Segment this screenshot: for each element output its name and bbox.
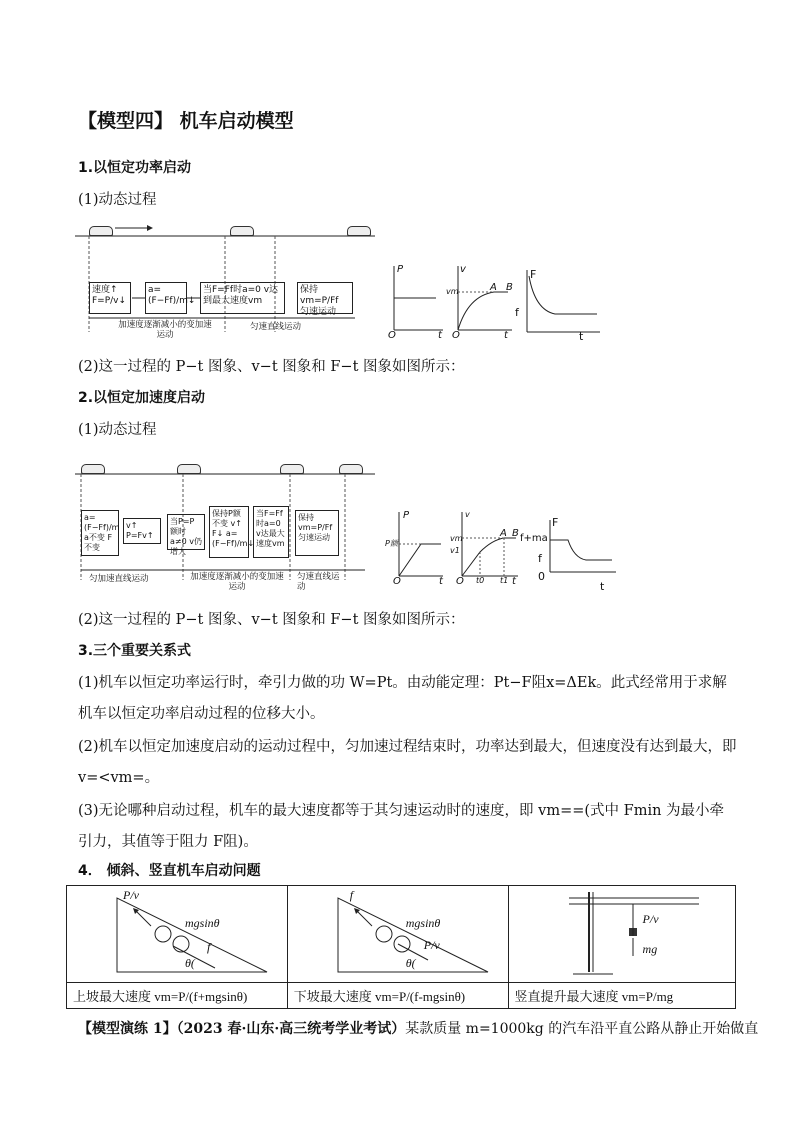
flow-box: v↑ P=Fv↑ xyxy=(123,518,161,544)
section3-p2: (2)机车以恒定加速度启动的运动过程中，匀加速过程结束时，功率达到最大，但速度没有达到最大，即 v=<vm=。 xyxy=(78,739,737,786)
vertical-caption: 竖直提升最大速度 vm=P/mg xyxy=(508,983,735,1009)
section3-p1: (1)机车以恒定功率运行时，牵引力做的功 W=Pt。由动能定理：Pt−F阻x=ΔEk。此式经常用于求解机车以恒定功率启动过程的位移大小。 xyxy=(78,675,727,722)
flow-box: a=(F−Ff)/m a不变 F不变 xyxy=(81,510,119,556)
incline-table xyxy=(66,885,736,1009)
uphill-caption: 上坡最大速度 vm=P/(f+mgsinθ) xyxy=(67,983,288,1009)
p-t-graph: P O t xyxy=(388,264,442,341)
section2-heading: 2.以恒定加速度启动 xyxy=(78,390,206,406)
car-icon xyxy=(339,464,363,474)
car-icon xyxy=(347,226,371,236)
flow-box: 速度↑ F=P/v↓ xyxy=(89,282,131,314)
practice-line xyxy=(78,1018,759,1038)
practice-text: 某款质量 m=1000kg 的汽车沿平直公路从静止开始做直 xyxy=(405,1021,759,1037)
flow-label: 匀速直线运动 xyxy=(250,322,302,332)
downhill-figure-cell: f mgsinθ θ( P/v xyxy=(287,886,508,983)
downhill-caption: 下坡最大速度 vm=P/(f-mgsinθ) xyxy=(287,983,508,1009)
car-icon xyxy=(280,464,304,474)
uphill-figure-cell: P/v mgsinθ θ( f xyxy=(67,886,288,983)
section1-desc: (2)这一过程的 P−t 图象、v−t 图象和 F−t 图象如图所示： xyxy=(78,359,465,375)
f-t-graph-2: F f+ma f 0 t xyxy=(530,518,620,598)
flow-box: 当F=Ff时a=0 v达到最大速度vm xyxy=(200,282,285,314)
flow-label: 加速度逐渐减小的变加速运动 xyxy=(190,572,284,592)
crane-figure-cell: P/v mg xyxy=(508,886,735,983)
car-icon xyxy=(230,226,254,236)
flow-box: 保持 vm=P/Ff 匀速运动 xyxy=(295,510,339,556)
f-t-graph: F f t xyxy=(515,266,605,346)
practice-source: （2023 春·山东·高三统考学业考试） xyxy=(176,1021,406,1037)
section2-flow-diagram xyxy=(75,460,375,592)
flow-box: 当P=P额时a≠0 v仍增大 xyxy=(167,514,205,550)
page-title: 【模型四】 机车启动模型 xyxy=(78,110,294,132)
p-t-graph-2: P P额 O t xyxy=(385,510,443,587)
flow-box: 保持P额不变 v↑ F↓ a=(F−Ff)/m↓ xyxy=(209,506,249,558)
car-icon xyxy=(81,464,105,474)
practice-label: 【模型演练 1】 xyxy=(78,1021,177,1037)
flow-box: 保持vm=P/Ff 匀速运动 xyxy=(297,282,353,314)
flow-label: 匀速直线运动 xyxy=(297,572,340,592)
flow-box: a=(F−Ff)/m↓ xyxy=(145,282,187,314)
flow-label: 匀加速直线运动 xyxy=(89,574,149,584)
section1-dyn-label: (1)动态过程 xyxy=(78,192,157,208)
section3-heading: 3.三个重要关系式 xyxy=(78,643,192,659)
section2-dyn-label: (1)动态过程 xyxy=(78,422,157,438)
section2-desc: (2)这一过程的 P−t 图象、v−t 图象和 F−t 图象如图所示： xyxy=(78,612,465,628)
crane-icon xyxy=(549,888,749,978)
uphill-incline-icon xyxy=(77,888,277,978)
section1-flow-diagram xyxy=(75,222,375,342)
flow-box: 当F=Ff时a=0 v达最大速度vm xyxy=(253,506,289,558)
section1-heading: 1.以恒定功率启动 xyxy=(78,160,192,176)
section3-p3: (3)无论哪种启动过程，机车的最大速度都等于其匀速运动时的速度，即 vm==(式中 Fmin 为最小牵引力，其值等于阻力 F阻)。 xyxy=(78,803,725,850)
v-t-graph: v vm A B O t xyxy=(446,264,513,341)
section4-heading: 4． 倾斜、竖直机车启动问题 xyxy=(78,863,261,879)
downhill-incline-icon xyxy=(298,888,498,978)
v-t-graph-2: v vm v1 A B O t0 t1 t xyxy=(450,510,519,587)
car-icon xyxy=(177,464,201,474)
flow-label: 加速度逐渐减小的变加速运动 xyxy=(118,320,212,340)
car-icon xyxy=(89,226,113,236)
